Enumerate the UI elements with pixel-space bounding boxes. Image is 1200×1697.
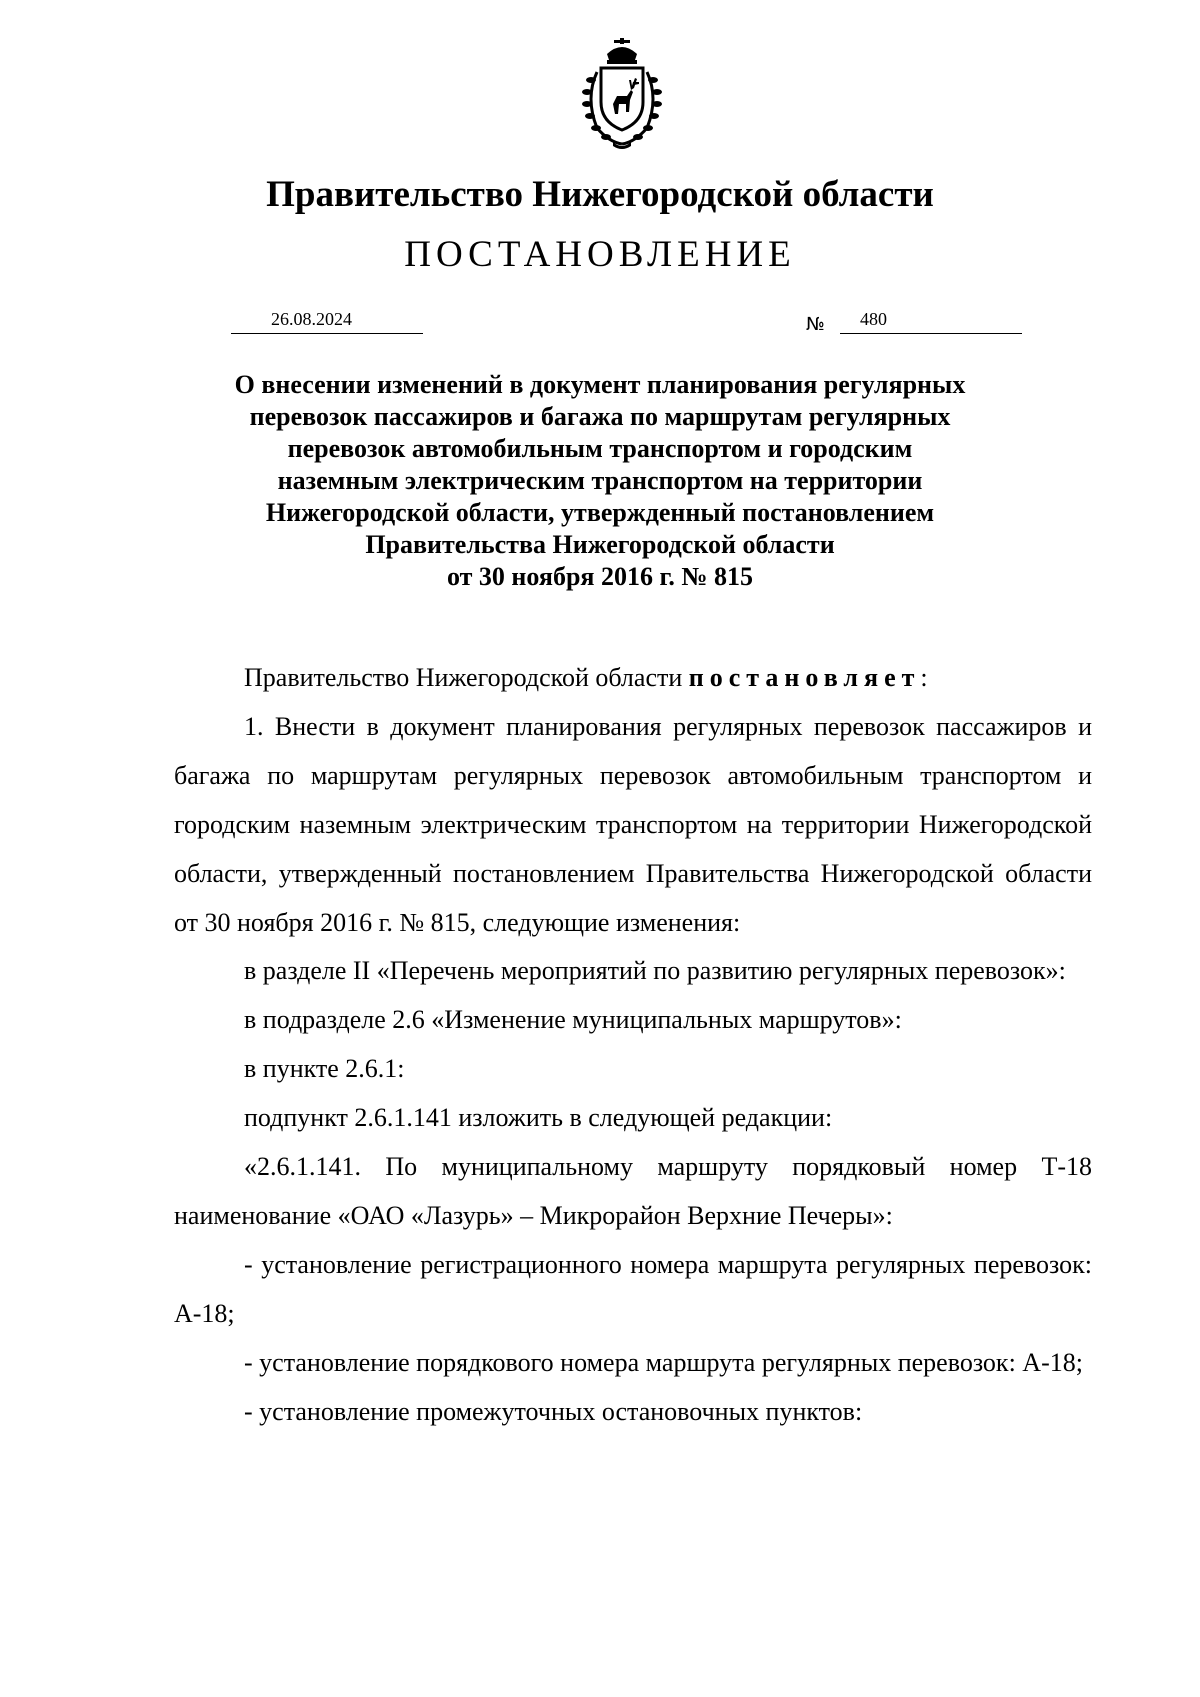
document-body	[174, 654, 1092, 1437]
paragraph-5: подпункт 2.6.1.141 изложить в следующей редакции:	[244, 1103, 833, 1133]
paragraph-9: - установление промежуточных остановочных пунктов:	[244, 1396, 863, 1426]
paragraph-1: 1. Внести в документ планирования регулярных перевозок пассажиров и багажа по маршрутам регулярных перевозок автомобильным транспортом и городским наземным электрическим транспортом на территории Нижегородской области, утвержденный постановлением Правительства Нижегородской области от 30 ноября 2016 г. № 815, следующие изменения:	[174, 711, 1092, 937]
subject-line: перевозок автомобильным транспортом и городским	[287, 434, 913, 463]
subject-heading	[180, 369, 1020, 593]
subject-line: О внесении изменений в документ планирования регулярных	[234, 370, 966, 399]
subject-line: наземным электрическим транспортом на территории	[277, 466, 923, 495]
subject-line: перевозок пассажиров и багажа по маршрутам регулярных	[249, 402, 951, 431]
intro-paragraph	[174, 654, 1092, 703]
subject-line: Правительства Нижегородской области	[365, 530, 835, 559]
number-field	[840, 309, 1022, 334]
date-field	[231, 309, 423, 334]
subject-line: Нижегородской области, утвержденный постановлением	[265, 498, 935, 527]
paragraph-4: в пункте 2.6.1:	[244, 1054, 405, 1084]
intro-suffix: :	[920, 663, 928, 692]
number-label: №	[806, 314, 825, 335]
paragraph-7: - установление регистрационного номера маршрута регулярных перевозок: А-18;	[174, 1249, 1092, 1328]
organization-title: Правительство Нижегородской области	[266, 174, 934, 215]
paragraph-6: «2.6.1.141. По муниципальному маршруту порядковый номер Т-18 наименование «ОАО «Лазурь» – Микрорайон Верхние Печеры»:	[174, 1152, 1092, 1230]
intro-emphasis: постановляет	[688, 663, 921, 692]
paragraph-3: в подразделе 2.6 «Изменение муниципальных маршрутов»:	[244, 1005, 902, 1035]
document-date: 26.08.2024	[271, 309, 352, 329]
document-number: 480	[860, 309, 887, 329]
document-type-title: ПОСТАНОВЛЕНИЕ	[404, 234, 796, 275]
paragraph-2: в разделе II «Перечень мероприятий по развитию регулярных перевозок»:	[244, 956, 1066, 986]
coat-of-arms-emblem	[573, 38, 671, 150]
paragraph-8: - установление порядкового номера маршрута регулярных перевозок: А-18;	[244, 1347, 1083, 1377]
intro-prefix: Правительство Нижегородской области	[244, 663, 689, 692]
subject-line: от 30 ноября 2016 г. № 815	[446, 562, 753, 591]
